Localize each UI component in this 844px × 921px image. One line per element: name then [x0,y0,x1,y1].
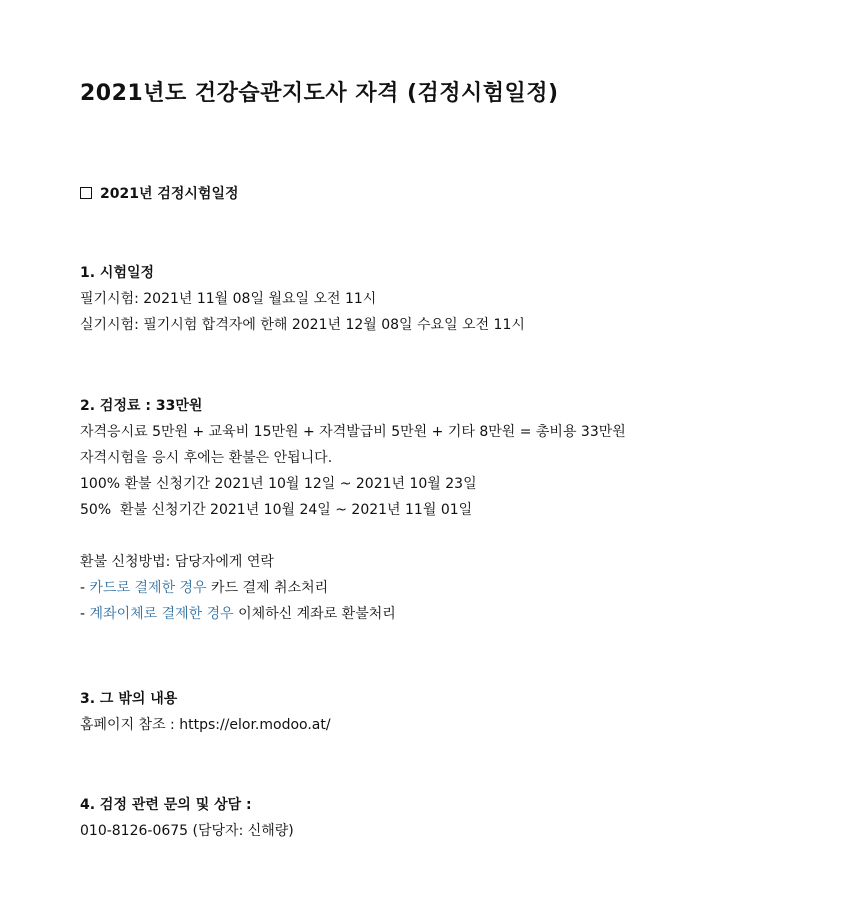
schedule-subtitle [80,183,239,203]
transfer-payment-text: 계좌이체로 결제한 경우 [89,606,234,622]
card-payment-text: 카드로 결제한 경우 [89,580,207,596]
checkbox-square-icon [80,187,92,199]
no-refund-line: 자격시험을 응시 후에는 환불은 안됩니다. [80,450,333,466]
transfer-refund-line [80,601,626,627]
refund-100-line: 100% 환불 신청기간 2021년 10월 12일 ~ 2021년 10월 23일 [80,476,477,492]
refund-50-text: 50% 환불 신청기간 2021년 10월 24일 ~ 2021년 11월 01일 [80,502,473,518]
section-heading: 3. 그 밖의 내용 [80,691,178,707]
homepage-line: 홈페이지 참조 : https://elor.modoo.at/ [80,717,331,733]
subtitle-text: 2021년 검정시험일정 [100,186,239,202]
section-heading: 2. 검정료 : 33만원 [80,398,203,414]
card-prefix: - [80,580,90,596]
refund-50-line [80,497,626,523]
section-heading: 1. 시험일정 [80,265,155,281]
card-refund-text: 카드 결제 취소처리 [206,580,329,596]
section-other-info [80,686,331,738]
practical-exam-line: 실기시험: 필기시험 합격자에 한해 2021년 12월 08일 수요일 오전 11시 [80,317,525,333]
card-refund-line [80,575,626,601]
section-inquiry [80,792,294,844]
transfer-refund-text: 이체하신 계좌로 환불처리 [233,606,396,622]
section-exam-schedule [80,260,525,338]
page-title: 2021년도 건강습관지도사 자격 (검정시험일정) [80,81,559,106]
transfer-prefix: - [80,606,90,622]
contact-line: 010-8126-0675 (담당자: 신해량) [80,823,294,839]
written-exam-line: 필기시험: 2021년 11월 08일 월요일 오전 11시 [80,291,377,307]
refund-method-line: 환불 신청방법: 담당자에게 연락 [80,554,274,570]
fee-breakdown-line: 자격응시료 5만원 + 교육비 15만원 + 자격발급비 5만원 + 기타 8만원 = 총비용 33만원 [80,424,626,440]
section-heading: 4. 검정 관련 문의 및 상담 : [80,797,252,813]
section-exam-fee [80,393,626,627]
